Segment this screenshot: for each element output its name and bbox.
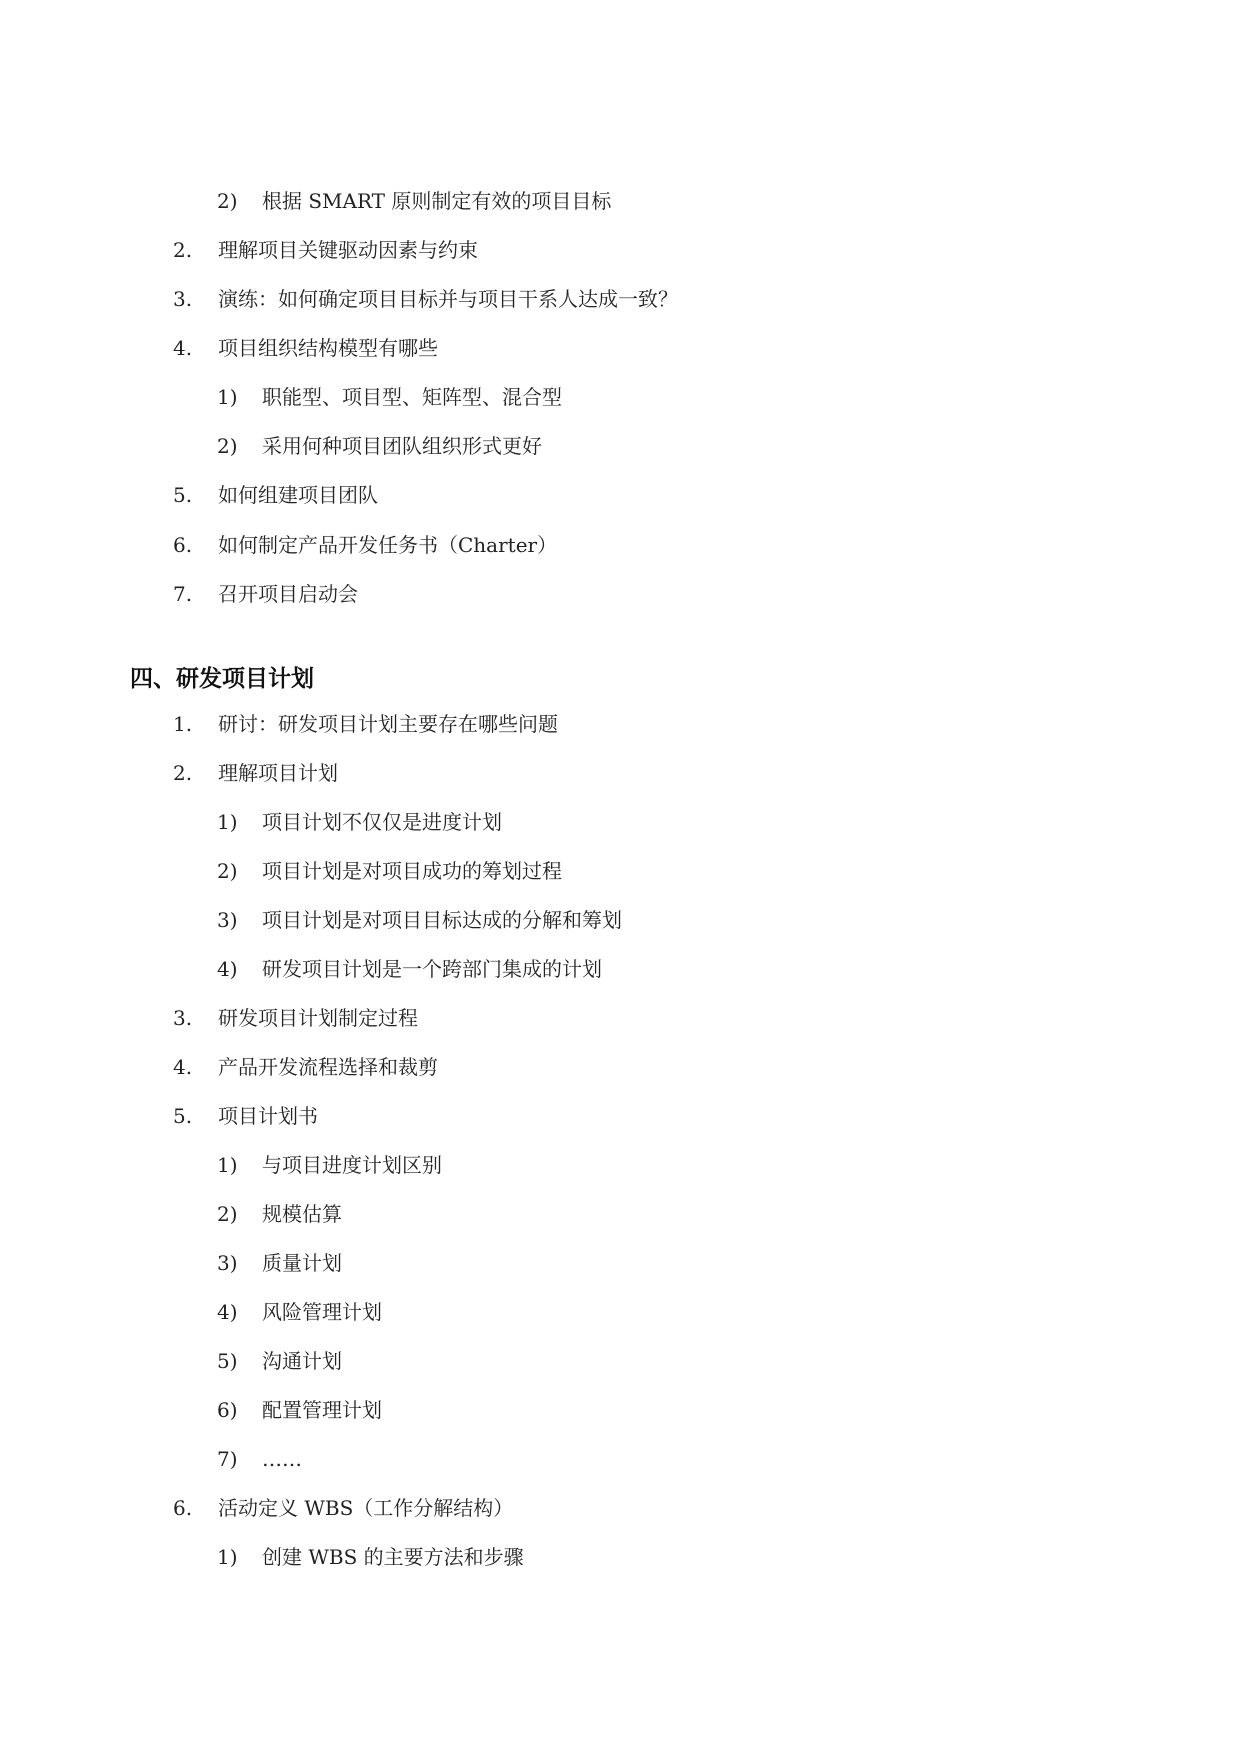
list-number: 5) [217,1349,238,1373]
list-number: 6. [173,533,193,557]
list-text: 产品开发流程选择和裁剪 [218,1055,438,1079]
list-text: 活动定义 WBS（工作分解结构） [218,1496,514,1520]
list-text: 项目计划是对项目目标达成的分解和筹划 [262,908,622,932]
list-text: 规模估算 [262,1202,342,1226]
list-text: 项目计划是对项目成功的筹划过程 [262,859,562,883]
list-text: 研发项目计划是一个跨部门集成的计划 [262,957,602,981]
list-text: 项目计划书 [218,1104,318,1128]
list-number: 3. [173,287,193,311]
list-number: 1) [217,385,238,409]
list-number: 2. [173,238,193,262]
list-number: 3. [173,1006,193,1030]
list-text: 研讨：研发项目计划主要存在哪些问题 [218,712,558,736]
list-text: 项目计划不仅仅是进度计划 [262,810,502,834]
list-text: …… [262,1447,302,1471]
list-number: 1) [217,1153,238,1177]
list-text: 与项目进度计划区别 [262,1153,442,1177]
list-number: 3) [217,908,238,932]
list-number: 2) [217,189,238,213]
list-number: 7. [173,582,193,606]
list-text: 研发项目计划制定过程 [218,1006,418,1030]
section-heading: 四、研发项目计划 [130,666,314,692]
list-text: 风险管理计划 [262,1300,382,1324]
list-number: 4) [217,1300,238,1324]
list-number: 2) [217,859,238,883]
list-text: 沟通计划 [262,1349,342,1373]
list-number: 1) [217,1545,238,1569]
list-number: 5. [173,483,193,507]
list-number: 1) [217,810,238,834]
list-number: 4. [173,336,193,360]
list-text: 创建 WBS 的主要方法和步骤 [262,1545,524,1569]
list-text: 根据 SMART 原则制定有效的项目目标 [262,189,612,213]
list-text: 采用何种项目团队组织形式更好 [262,434,542,458]
list-text: 质量计划 [262,1251,342,1275]
list-text: 如何组建项目团队 [218,483,378,507]
list-text: 理解项目关键驱动因素与约束 [218,238,478,262]
list-number: 7) [217,1447,238,1471]
list-number: 6. [173,1496,193,1520]
list-number: 2. [173,761,193,785]
list-number: 4. [173,1055,193,1079]
list-text: 理解项目计划 [218,761,338,785]
list-text: 如何制定产品开发任务书（Charter） [218,533,558,557]
list-number: 3) [217,1251,238,1275]
list-number: 4) [217,957,238,981]
list-text: 项目组织结构模型有哪些 [218,336,438,360]
list-number: 2) [217,1202,238,1226]
list-number: 1. [173,712,193,736]
list-number: 6) [217,1398,238,1422]
list-number: 5. [173,1104,193,1128]
list-text: 职能型、项目型、矩阵型、混合型 [262,385,562,409]
list-text: 演练：如何确定项目目标并与项目干系人达成一致？ [218,287,678,311]
list-text: 配置管理计划 [262,1398,382,1422]
list-number: 2) [217,434,238,458]
list-text: 召开项目启动会 [218,582,358,606]
